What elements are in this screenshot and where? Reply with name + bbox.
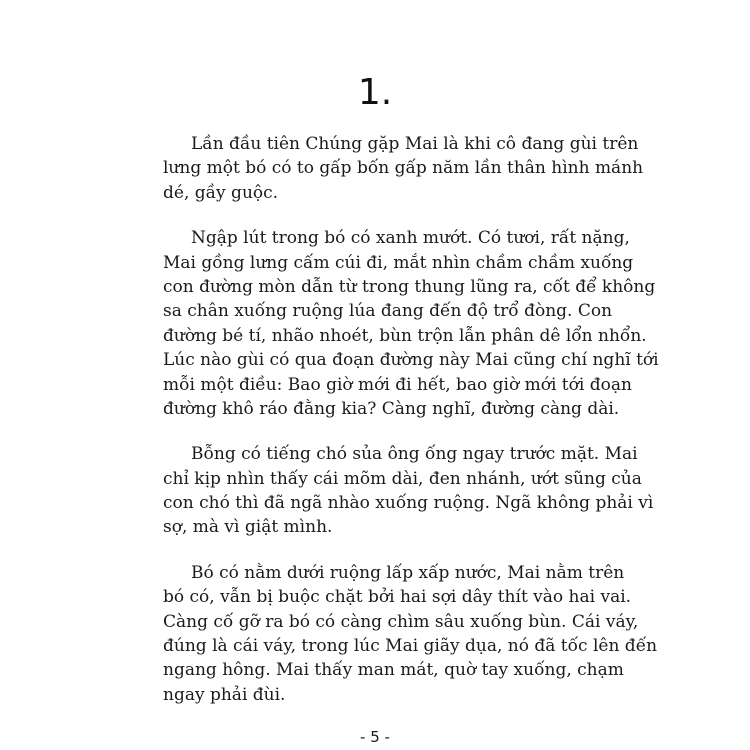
text-line: Bó có nằm dưới ruộng lấp xấp nước, Mai nằm trên <box>191 562 625 583</box>
paragraph <box>163 561 658 707</box>
paragraph <box>163 442 654 540</box>
text-line: bó có, vẫn bị buộc chặt bởi hai sợi dây thít vào hai vai. <box>163 587 632 608</box>
text-line: ngang hông. Mai thấy man mát, quờ tay xuống, chạm <box>163 660 624 681</box>
text-line: đường bé tí, nhão nhoét, bùn trộn lẫn phân dê lổn nhổn. <box>163 325 647 346</box>
text-line: Bỗng có tiếng chó sủa ông ống ngay trước mặt. Mai <box>191 444 638 465</box>
chapter-body <box>163 132 659 707</box>
text-line: đường khô ráo đằng kia? Càng nghĩ, đường càng dài. <box>163 398 620 419</box>
text-line: dé, gầy guộc. <box>163 182 279 203</box>
text-line: chỉ kịp nhìn thấy cái mõm dài, đen nhánh, ướt sũng của <box>163 468 642 489</box>
text-line: ngay phải đùi. <box>163 684 286 705</box>
page-number: - 5 - <box>360 728 390 746</box>
text-line: con chó thì đã ngã nhào xuống ruộng. Ngã không phải vì <box>163 493 654 514</box>
text-line: Lần đầu tiên Chúng gặp Mai là khi cô đang gùi trên <box>191 134 639 154</box>
text-line: sợ, mà vì giật mình. <box>163 517 333 538</box>
paragraph <box>163 132 644 205</box>
chapter-title: 1. <box>357 72 393 113</box>
text-line: lưng một bó có to gấp bốn gấp năm lần thân hình mánh <box>163 158 644 179</box>
paragraph <box>163 226 659 421</box>
text-line: đúng là cái váy, trong lúc Mai giãy dụa, nó đã tốc lên đến <box>163 636 658 657</box>
text-line: Ngập lút trong bó có xanh mướt. Có tươi, rất nặng, <box>191 228 630 249</box>
text-line: sa chân xuống ruộng lúa đang đến độ trổ đòng. Con <box>163 301 613 322</box>
text-line: mỗi một điều: Bao giờ mới đi hết, bao giờ mới tới đoạn <box>163 374 632 395</box>
text-line: Lúc nào gùi có qua đoạn đường này Mai cũng chí nghĩ tới <box>163 350 659 371</box>
text-line: Mai gồng lưng cấm cúi đi, mắt nhìn chầm chầm xuống <box>163 252 634 273</box>
text-line: con đường mòn dẫn từ trong thung lũng ra, cốt để không <box>163 276 656 297</box>
text-line: Càng cố gỡ ra bó có càng chìm sâu xuống bùn. Cái váy, <box>163 611 639 632</box>
